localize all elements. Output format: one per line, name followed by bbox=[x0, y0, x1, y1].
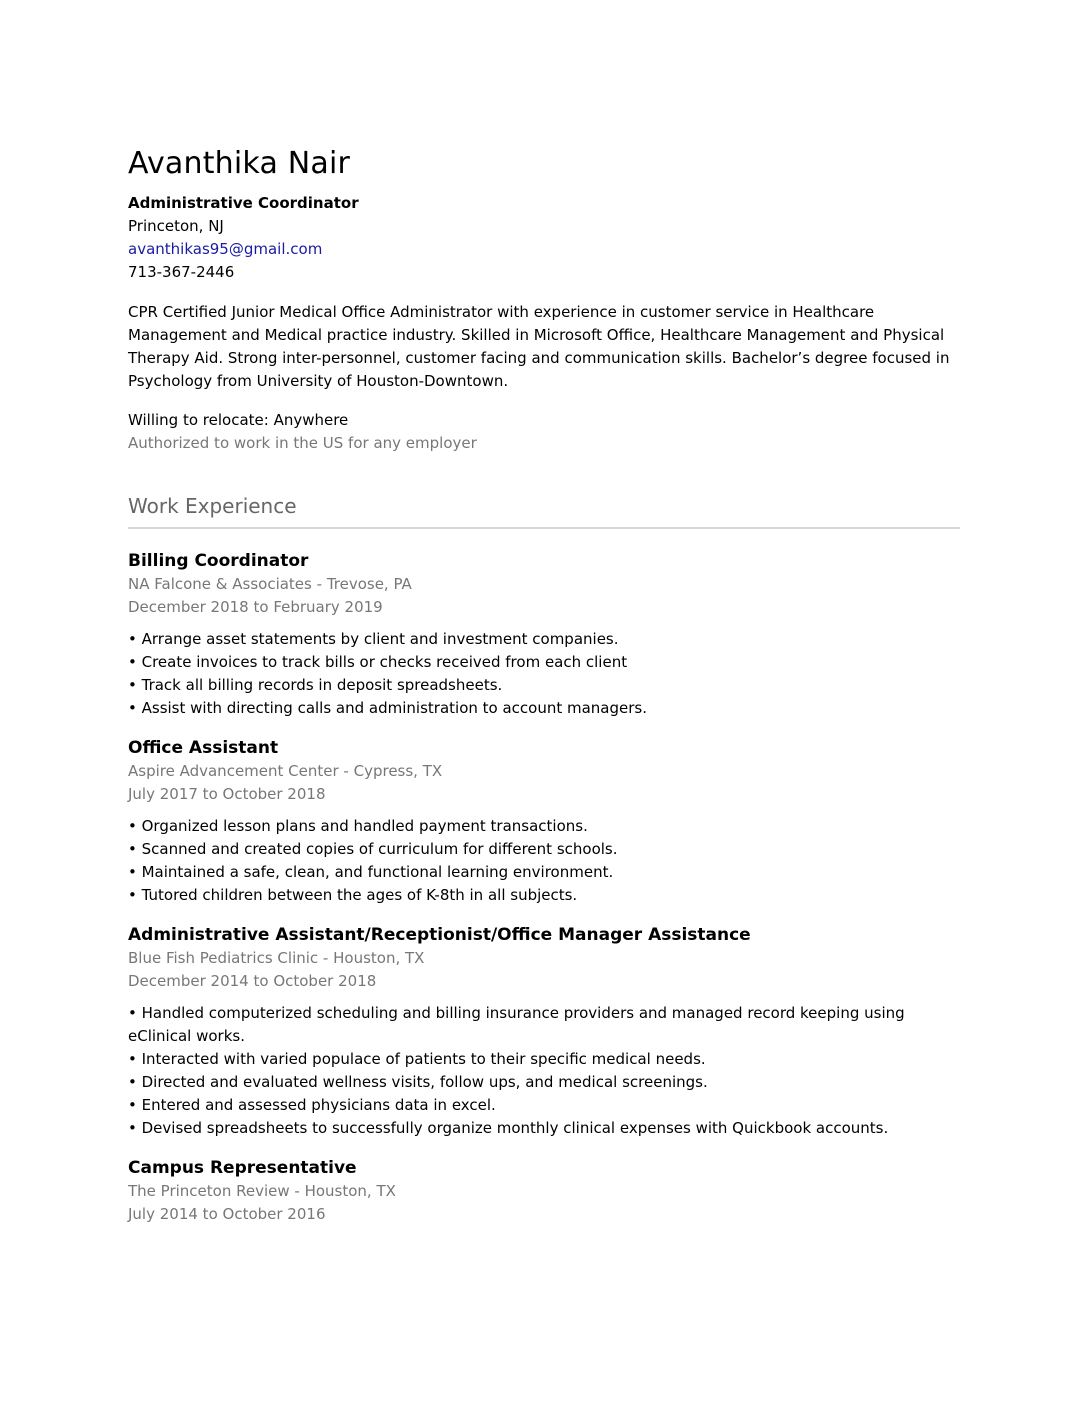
candidate-name: Avanthika Nair bbox=[128, 146, 351, 181]
candidate-headline: Administrative Coordinator bbox=[128, 194, 359, 212]
job-entry bbox=[128, 1156, 960, 1226]
job-company: The Princeton Review bbox=[128, 1182, 290, 1200]
job-title: Billing Coordinator bbox=[128, 551, 309, 571]
job-bullet: • Devised spreadsheets to successfully organize monthly clinical expenses with Quickbook accounts. bbox=[128, 1119, 889, 1137]
job-company-location bbox=[128, 1180, 960, 1203]
job-location: Trevose, PA bbox=[326, 575, 412, 593]
job-bullets bbox=[128, 1002, 960, 1140]
summary-paragraph: CPR Certified Junior Medical Office Administrator with experience in customer service in Healthcare Management and Medical practice industry. Skilled in Microsoft Office, Healthcare Management and Physical Therapy Aid. Strong inter-personnel, customer facing and communication skills. Bachelor’s degree focused in Psychology from University of Houston-Downtown. bbox=[128, 303, 950, 390]
job-location: Cypress, TX bbox=[353, 762, 443, 780]
job-company-location bbox=[128, 760, 960, 783]
relocation-preference: Willing to relocate: Anywhere bbox=[128, 411, 349, 429]
job-bullet: • Arrange asset statements by client and investment companies. bbox=[128, 630, 619, 648]
job-dates: July 2014 to October 2016 bbox=[128, 1205, 326, 1223]
job-bullet: • Tutored children between the ages of K-8th in all subjects. bbox=[128, 886, 578, 904]
job-bullet: • Scanned and created copies of curriculum for different schools. bbox=[128, 840, 618, 858]
email-link[interactable]: avanthikas95@gmail.com bbox=[128, 240, 323, 258]
job-bullets bbox=[128, 628, 960, 720]
job-separator: - bbox=[289, 1182, 305, 1200]
job-bullet: • Handled computerized scheduling and billing insurance providers and managed record keeping using eClinical works. bbox=[128, 1004, 905, 1045]
job-bullet: • Directed and evaluated wellness visits, follow ups, and medical screenings. bbox=[128, 1073, 708, 1091]
section-title-work-experience: Work Experience bbox=[128, 494, 297, 518]
job-dates: December 2018 to February 2019 bbox=[128, 598, 383, 616]
job-company-location bbox=[128, 573, 960, 596]
job-entry bbox=[128, 736, 960, 907]
resume-page bbox=[128, 146, 960, 1226]
job-company: Aspire Advancement Center bbox=[128, 762, 339, 780]
work-experience-list bbox=[128, 549, 960, 1226]
job-company: Blue Fish Pediatrics Clinic bbox=[128, 949, 319, 967]
job-separator: - bbox=[338, 762, 354, 780]
job-title: Campus Representative bbox=[128, 1158, 357, 1178]
job-bullet: • Track all billing records in deposit spreadsheets. bbox=[128, 676, 503, 694]
job-bullet: • Maintained a safe, clean, and functional learning environment. bbox=[128, 863, 614, 881]
job-separator: - bbox=[318, 949, 334, 967]
job-title: Administrative Assistant/Receptionist/Office Manager Assistance bbox=[128, 925, 751, 945]
job-entry bbox=[128, 549, 960, 720]
phone-number: 713-367-2446 bbox=[128, 263, 235, 281]
job-location: Houston, TX bbox=[304, 1182, 396, 1200]
job-location: Houston, TX bbox=[333, 949, 425, 967]
job-bullets bbox=[128, 815, 960, 907]
section-divider bbox=[128, 527, 960, 529]
job-bullet: • Interacted with varied populace of patients to their specific medical needs. bbox=[128, 1050, 706, 1068]
job-bullet: • Assist with directing calls and administration to account managers. bbox=[128, 699, 648, 717]
job-company-location bbox=[128, 947, 960, 970]
job-dates: July 2017 to October 2018 bbox=[128, 785, 326, 803]
job-entry bbox=[128, 923, 960, 1140]
job-title: Office Assistant bbox=[128, 738, 279, 758]
job-separator: - bbox=[311, 575, 327, 593]
candidate-location: Princeton, NJ bbox=[128, 217, 224, 235]
job-company: NA Falcone & Associates bbox=[128, 575, 312, 593]
job-dates: December 2014 to October 2018 bbox=[128, 972, 377, 990]
job-bullet: • Entered and assessed physicians data in excel. bbox=[128, 1096, 496, 1114]
job-bullet: • Organized lesson plans and handled payment transactions. bbox=[128, 817, 588, 835]
work-authorization: Authorized to work in the US for any employer bbox=[128, 434, 477, 452]
job-bullet: • Create invoices to track bills or checks received from each client bbox=[128, 653, 628, 671]
